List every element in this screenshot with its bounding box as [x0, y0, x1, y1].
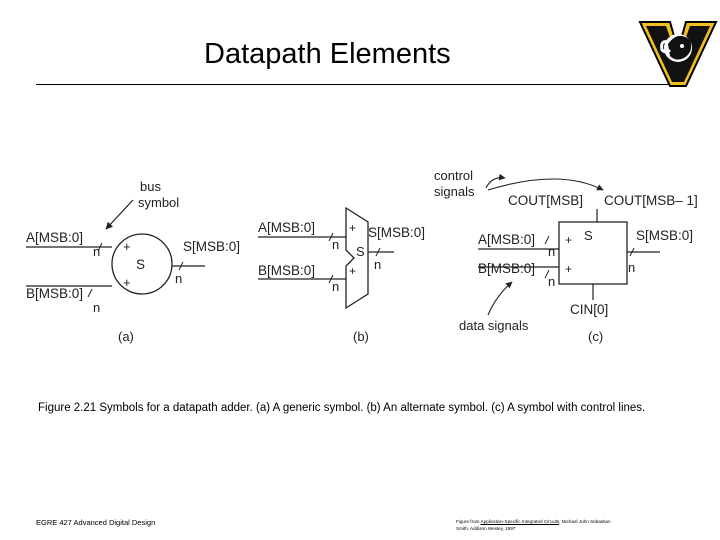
b-output-label: S[MSB:0]: [368, 225, 426, 240]
b-n-label: n: [332, 279, 340, 294]
c-s-label: S: [584, 228, 593, 243]
source-book: Application-Specific Integrated Circuits: [480, 519, 560, 524]
c-input-a-label: A[MSB:0]: [478, 232, 536, 247]
c-n-label: n: [628, 260, 636, 275]
symbol-b: [258, 208, 425, 344]
a-tag: (a): [118, 329, 134, 344]
b-input-a-label: A[MSB:0]: [258, 220, 316, 235]
cin-label: CIN[0]: [570, 302, 609, 317]
symbol-c: [434, 168, 698, 344]
b-input-b-label: B[MSB:0]: [258, 263, 316, 278]
page-title: Datapath Elements: [204, 38, 451, 70]
source-line2: Smith, Addison Wesley, 1997: [456, 526, 516, 531]
b-n-label: n: [332, 237, 340, 252]
control-arrow-2: [488, 179, 603, 190]
control-label-1: control: [434, 168, 474, 183]
course-footer: EGRE 427 Advanced Digital Design: [36, 518, 156, 527]
a-n-label: n: [93, 244, 101, 259]
c-tag: (c): [588, 329, 604, 344]
source-suffix: , Michael John Sebastian: [559, 519, 611, 524]
a-bus-tick: [88, 289, 92, 297]
cout-label: COUT[MSB]: [508, 193, 584, 208]
b-tag: (b): [353, 329, 369, 344]
source-footer: [456, 518, 696, 532]
cout-m1-label: COUT[MSB– 1]: [604, 193, 698, 208]
a-plus-2: +: [123, 275, 131, 290]
a-output-label: S[MSB:0]: [183, 239, 241, 254]
data-signals-label: data signals: [459, 318, 529, 333]
figure-caption: Figure 2.21 Symbols for a datapath adder. (a) A generic symbol. (b) An alternate symbol. (c) A symbol with control lines.: [38, 402, 646, 414]
c-n-label: n: [548, 244, 556, 259]
symbol-a: [26, 179, 240, 344]
a-input-b-label: B[MSB:0]: [26, 286, 84, 301]
b-plus-1: +: [349, 221, 357, 235]
bus-label-1: bus: [140, 179, 161, 194]
b-n-label: n: [374, 257, 382, 272]
c-bus-tick: [545, 236, 549, 244]
a-n-label: n: [175, 271, 183, 286]
a-plus-1: +: [123, 239, 131, 254]
a-input-a-label: A[MSB:0]: [26, 230, 84, 245]
c-output-label: S[MSB:0]: [636, 228, 694, 243]
a-s-label: S: [136, 257, 146, 272]
b-s-label: S: [356, 244, 365, 259]
bus-label-2: symbol: [138, 195, 180, 210]
control-label-2: signals: [434, 184, 475, 199]
data-signals-arrow: [488, 282, 512, 315]
source-prefix: Figure from: [456, 519, 481, 524]
bus-symbol-arrow: [106, 200, 133, 229]
c-n-label: n: [548, 274, 556, 289]
a-n-label: n: [93, 300, 101, 315]
c-plus-2: +: [565, 262, 573, 276]
c-plus-1: +: [565, 233, 573, 247]
c-input-b-label: B[MSB:0]: [478, 261, 536, 276]
b-plus-2: +: [349, 264, 357, 278]
